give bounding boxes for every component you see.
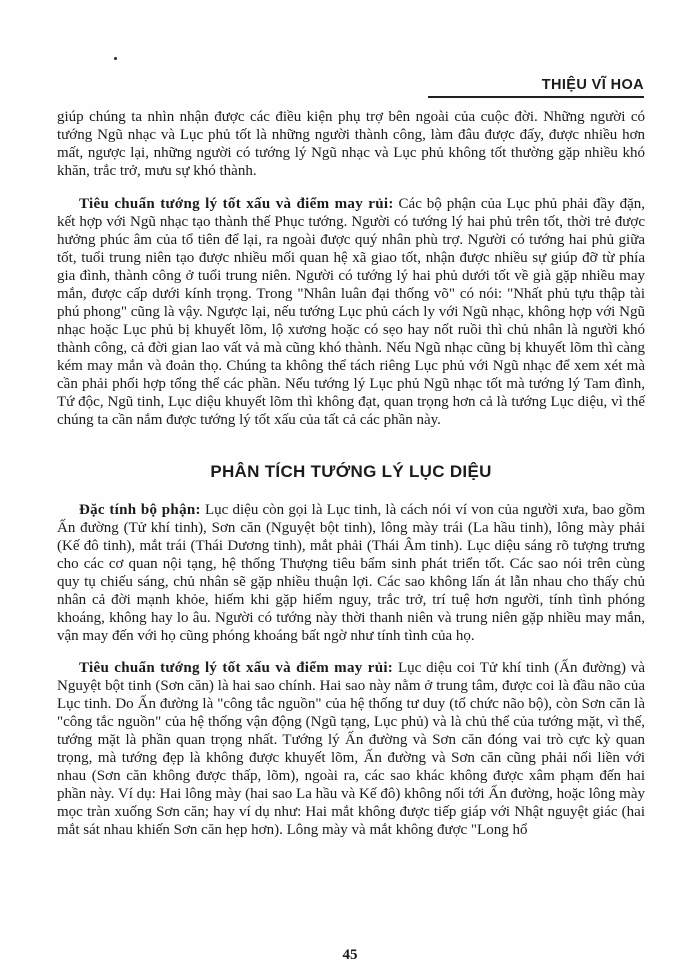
paragraph-lead: Đặc tính bộ phận: <box>79 502 201 518</box>
running-header-title: THIỆU VĨ HOA <box>541 77 644 93</box>
paragraph-lead: Tiêu chuẩn tướng lý tốt xấu và điểm may rủi: <box>79 660 394 676</box>
section-heading <box>57 463 645 481</box>
paragraph-text: Các bộ phận của Lục phủ phải đầy đặn, kết hợp với Ngũ nhạc tạo thành thế Phục tướng. Người có tướng lý hai phủ trên tốt, thời trẻ được hưởng phúc âm của tổ tiên để lại, ra ngoài được quý nhân phù trợ. Người có tướng hai phủ giữa tốt, tuổi trung niên tạo được nhiều mối quan hệ xã giao tốt, nhận được nhiều sự giúp đỡ từ phía gia đình, thành công ở tuổi trung niên. Người có tướng lý hai phủ dưới tốt về già gặp nhiều may mắn, được cấp dưới kính trọng. Trong "Nhân luân đại thống võ" có nói: "Nhất phủ tựu thập tài phú phong" cũng là vậy. Ngược lại, nếu tướng Lục phủ cách ly với Ngũ nhạc, không hợp với Ngũ nhạc hoặc Lục phủ bị khuyết lõm, lộ xương hoặc có sẹo hay nốt ruồi thì chủ nhân là người khó thành công, cả đời gian lao vất vả mà cũng khó thành. Nếu Ngũ nhạc cũng bị khuyết lõm thì càng kém may mắn và đoản thọ. Chúng ta không thể tách riêng Lục phủ với Ngũ nhạc để xem xét mà cần phải phối hợp tổng thể các phần. Nếu tướng lý Lục phủ Ngũ nhạc tốt mà tướng lý Tam đình, Tứ độc, Ngũ tinh, Lục diệu khuyết lõm thì không đạt, quan trọng hơn cả là tướng Lục diệu, vì thế chúng ta cần nắm được tướng lý tốt xấu của tất cả các phần này. <box>57 196 645 428</box>
section-heading-text: PHÂN TÍCH TƯỚNG LÝ LỤC DIỆU <box>210 462 492 481</box>
paragraph-standards-luc-phu <box>57 195 645 429</box>
paragraph-continuation <box>57 108 645 180</box>
paragraph-dac-tinh-bo-phan <box>57 501 645 645</box>
paragraph-text: Lục diệu coi Tử khí tinh (Ấn đường) và Nguyệt bột tinh (Sơn căn) là hai sao chính. Hai sao này nằm ở trung tâm, được coi là đầu não của Lục tinh. Do Ấn đường là "công tắc nguồn" của hệ thống tư duy (tổ chức não bộ), còn Sơn căn là "công tắc nguồn" của hệ thống vận động (Ngũ tạng, Lục phủ) và là chủ thể của tướng mặt, vì thế, tướng mặt là phần quan trọng nhất. Tướng lý Ấn đường và Sơn căn đóng vai trò cực kỳ quan trọng, mà tướng đẹp là không được khuyết lõm, Ấn đường và Sơn căn cũng phải nối liền với nhau (Sơn căn không được thấp, lõm), ngoài ra, các sao khác không được xâm phạm đến hai phần này. Ví dụ: Hai lông mày (hai sao La hầu và Kế đô) không nối tới Ấn đường, hoặc lông mày mọc tràn xuống Sơn căn; hay ví dụ như: Hai mắt không được tiếp giáp với Nhật nguyệt giác (hai mắt sát nhau khiến Sơn căn hẹp hơn). Lông mày và mắt không được "Long hổ <box>57 660 645 838</box>
paragraph-lead: Tiêu chuẩn tướng lý tốt xấu và điểm may rủi: <box>79 196 394 212</box>
page-number-text: 45 <box>342 947 358 960</box>
page-number <box>0 948 700 960</box>
paragraph-standards-luc-dieu <box>57 659 645 839</box>
page-body <box>57 108 645 853</box>
running-header <box>428 77 644 98</box>
paragraph-text: giúp chúng ta nhìn nhận được các điều kiện phụ trợ bên ngoài của cuộc đời. Những người có tướng Ngũ nhạc và Lục phủ tốt là những người thành công, làm đâu được đấy, được nhiều hơn mất, ngược lại, những người có tướng lý Ngũ nhạc và Lục phủ không tốt thường gặp nhiều khó khăn, trắc trở, mưu sự khó thành. <box>57 109 645 179</box>
paragraph-text: Lục diệu còn gọi là Lục tinh, là cách nói ví von của người xưa, bao gồm Ấn đường (Tử khí tinh), Sơn căn (Nguyệt bột tinh), lông mày trái (La hầu tinh), lông mày phải (Kế đô tinh), mắt trái (Thái Dương tinh), mắt phải (Thái Âm tinh). Lục diệu sáng rõ tượng trưng cho các cơ quan nội tạng, hệ thống Thượng tiêu bẩm sinh phát triển tốt. Các sao nói trên cùng quy tụ chiếu sáng, chủ nhân sẽ gặp nhiều thuận lợi. Các sao không lấn át lẫn nhau cho thấy chủ nhân cả đời mạnh khỏe, hiếm khi gặp hiểm nguy, trắc trở, trí tuệ hơn người, tính tình phóng khoáng, không hay lo âu. Người có tướng này thời thanh niên và trung niên gặp nhiều may mắn, vận may đến với họ cũng phóng khoáng bất ngờ như tính tình của họ. <box>57 502 645 644</box>
print-speck <box>114 57 117 60</box>
